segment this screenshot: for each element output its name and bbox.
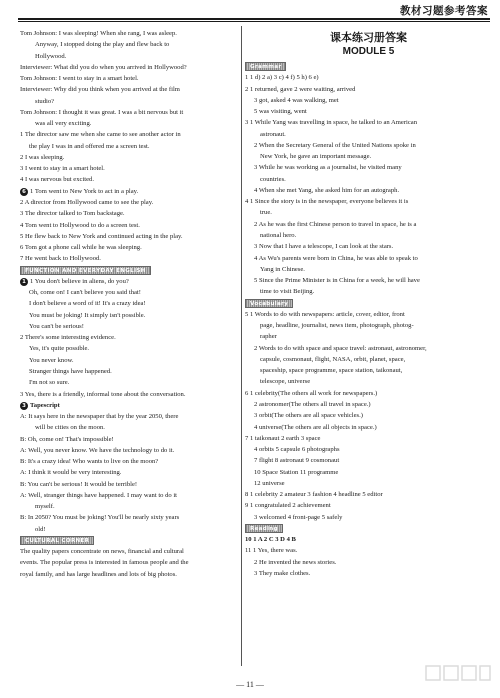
text-line: 4 orbits 5 capsule 6 photographs [254,446,340,454]
text-line: 8 1 celebrity 2 amateur 3 fashion 4 headline 5 editor [245,491,383,499]
text-line: was all very exciting. [35,120,92,128]
text-line: 11 1 Yes, there was. [245,547,298,555]
exercise-line [20,186,237,197]
text-line: true. [260,209,272,217]
section-banner-row [245,298,492,309]
right-column-items [245,61,492,579]
text-line: B: Oh, come on! That's impossible! [20,435,114,443]
text-line: Interviewer: Why did you think when you arrived at the film [20,86,180,94]
text-line: 12 universe [254,479,285,487]
header-rule-thin [18,21,490,22]
text-line: 2 I was sleeping. [20,153,65,161]
text-line: B: It's a crazy idea! Who wants to live on the moon? [20,458,159,466]
section-banner-row [20,535,237,546]
text-line: 3 Yes, there is a friendly, informal tone about the conversation. [20,390,186,398]
text-line: 2 astronomer(The others all travel in space.) [254,400,371,408]
exercise-text: Tapescript [30,401,60,409]
exercise-text: 1 Tom went to New York to act in a play. [30,187,139,195]
section-banner: Vocabulary [245,299,293,308]
answers-title: 课本练习册答案 [330,31,407,44]
text-line: 3 welcomed 4 front-page 5 safely [254,513,343,521]
module-title: MODULE 5 [342,46,395,57]
text-line: studio? [35,97,55,105]
text-line: 1 The director saw me when she came to see another actor in [20,131,181,139]
text-line: 4 As Wu's parents were born in China, he was able to speak to [254,254,418,262]
text-line: Tom Johnson: I was sleeping! When she rang, I was asleep. [20,30,177,37]
text-line: 5 He flew back to New York and continued acting in the play. [20,232,183,240]
exercise-number-badge: 6 [20,188,28,196]
text-line: 6 1 celebrity(The others all work for newspapers.) [245,389,378,397]
exercise-text: 1 You don't believe in aliens, do you? [30,277,129,285]
text-line: 2 When the Secretary General of the United Nations spoke in [254,141,416,149]
text-line: Anyway, I stopped doing the play and flew back to [35,41,170,49]
text-line: Yang in Chinese. [260,265,305,273]
exercise-line [20,400,237,411]
text-line: national hero. [260,231,297,239]
text-line: myself. [35,503,55,511]
text-line: 2 1 returned, gave 2 were waiting, arrived [245,85,356,93]
text-line: B: In 2050? You must be joking! You'll be nearly sixty years [20,514,180,522]
text-line: 2 Words to do with space and space travel: astronaut, astronomer, [254,344,427,352]
text-line: You never know. [29,356,74,364]
text-line: Hollywood. [35,52,67,60]
text-line: time to visit Beijing. [260,288,315,296]
section-banner: FUNCTION AND EVERYDAY ENGLISH [20,266,151,275]
exercise-number-badge: 3 [20,402,28,410]
text-line: New York, he gave an important message. [260,153,372,161]
section-banner: CULTURAL CORNER [20,536,94,545]
text-line: 7 He went back to Hollywood. [20,255,101,263]
text-line: 7 1 taikonaut 2 earth 3 space [245,434,321,442]
text-line: 5 Since the Prime Minister is in China for a week, he will have [254,277,420,285]
text-line: I'm not so sure. [29,379,70,387]
text-line: 4 I was nervous but excited. [20,176,94,184]
left-column [20,28,237,580]
exercise-number-badge: 1 [20,278,28,286]
text-line: 3 1 While Yang was travelling in space, he talked to an American [245,119,418,127]
text-line: 10 1 A 2 C 3 D 4 B [245,536,296,544]
section-banner-row [245,523,492,534]
text-line: countries. [260,175,286,183]
text-line: 9 1 congratulated 2 achievement [245,502,331,510]
text-line: rapher [260,333,277,341]
text-line: 6 Tom got a phone call while he was sleeping. [20,244,142,252]
text-line: Oh, come on! I can't believe you said that! [29,289,141,297]
text-line: 2 He invented the news stories. [254,558,337,566]
text-line: telescope, universe [260,378,311,386]
page-number: — 11 — [236,680,264,689]
text-line: 3 I went to stay in a smart hotel. [20,165,105,173]
section-banner: Reading [245,524,283,533]
text-line: will be cities on the moon. [35,424,105,432]
text-line: 7 flight 8 astronaut 9 cosmonaut [254,457,340,465]
text-line: 4 universe(The others are all objects in space.) [254,423,377,431]
column-divider [241,26,242,666]
text-line: old! [35,525,46,533]
text-line: the play I was in and offered me a screen test. [29,142,150,150]
text-line: astronaut. [260,130,286,138]
text-line: 3 While he was working as a journalist, he visited many [254,164,402,172]
text-line: page, headline, journalist, news item, photograph, photog- [260,322,414,330]
text-line: B: You can't be serious! It would be terrible! [20,480,138,488]
text-line: 2 As he was the first Chinese person to travel in space, he is a [254,220,417,228]
exercise-line [20,276,237,287]
text-line: Yes, it's quite possible. [29,345,90,353]
header-label: 教材习题参考答案 [400,5,488,17]
text-line: 3 orbit(The others are all space vehicles.) [254,412,363,420]
text-line: 10 Space Station 11 programme [254,468,339,476]
text-line: 3 They make clothes. [254,569,311,577]
text-line: A: Well, you never know. We have the technology to do it. [20,446,175,454]
text-line: royal family, and has large headlines and lots of big photos. [20,570,177,578]
text-line: spaceship, space programme, space station, taikonaut, [260,367,403,375]
text-line: 3 Now that I have a telescope, I can look at the stars. [254,243,394,251]
text-line: 5 was visiting, went [254,108,307,116]
text-line: 2 A director from Hollywood came to see the play. [20,198,154,206]
text-line: Tom Johnson: I went to stay in a smart hotel. [20,75,139,83]
text-line: 4 Tom went to Hollywood to do a screen test. [20,221,140,229]
right-column [245,28,492,579]
section-banner-row [245,61,492,72]
text-line: 5 1 Words to do with newspapers: article, cover, editor, front [245,310,405,318]
text-line: 4 When she met Yang, she asked him for an autograph. [254,186,400,194]
text-line: 2 There's some interesting evidence. [20,334,116,342]
watermark-logo [422,664,494,694]
text-line: 4 1 Since the story is in the newspaper, everyone believes it is [245,198,409,206]
text-line: Tom Johnson: I thought it was great. I was a bit nervous but it [20,108,184,116]
text-line: Interviewer: What did you do when you arrived in Hollywood? [20,63,187,71]
text-line: You can't be serious! [29,322,84,330]
text-line: 3 got, asked 4 was walking, met [254,96,339,104]
text-line: capsule, cosmonaut, flight, NASA, orbit, planet, space, [260,355,406,363]
text-line: A: I think it would be very interesting. [20,469,122,477]
text-line: events. The popular press is interested in famous people and the [20,559,189,567]
text-line: You must be joking! It simply isn't possible. [29,311,146,319]
text-line: Stranger things have happened. [29,367,112,375]
text-line: I don't believe a word of it! It's a crazy idea! [29,300,146,308]
section-banner-row [20,265,237,276]
section-banner: Grammar [245,62,286,71]
text-line: The quality papers concentrate on news, financial and cultural [20,548,184,556]
text-line: A: It says here in the newspaper that by the year 2050, there [20,413,179,421]
text-line: A: Well, stranger things have happened. I may want to do it [20,491,178,499]
header-rule [18,18,490,20]
text-line: 1 1 d) 2 a) 3 c) 4 f) 5 h) 6 e) [245,74,319,82]
text-line: 3 The director talked to Tom backstage. [20,210,125,218]
